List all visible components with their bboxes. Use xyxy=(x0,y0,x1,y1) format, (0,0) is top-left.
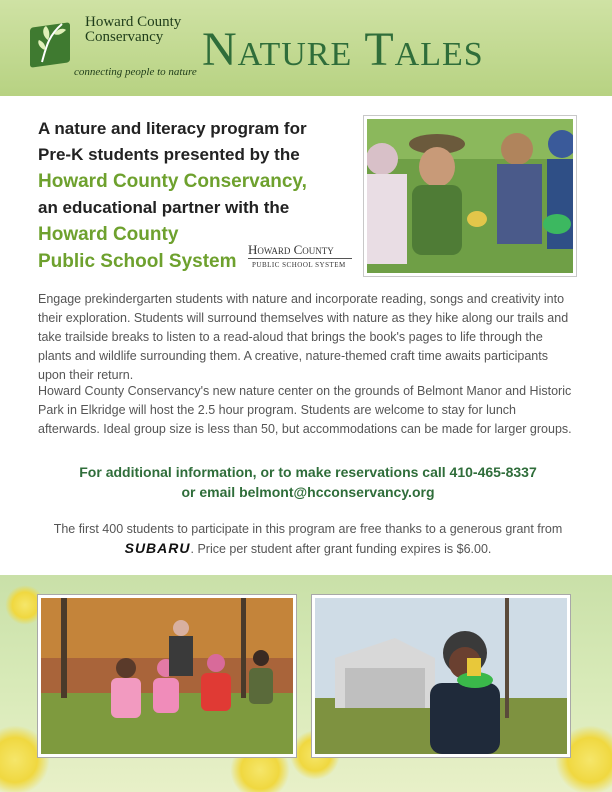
intro-line: Pre-K students presented by the xyxy=(38,145,300,164)
contact-callout xyxy=(38,462,578,502)
hcpss-logo-subtitle: PUBLIC SCHOOL SYSTEM xyxy=(252,261,346,269)
grant-notice xyxy=(38,520,578,559)
page-title: Nature Tales xyxy=(202,23,484,76)
intro-highlight: Public School System xyxy=(38,251,237,272)
leaf-icon xyxy=(36,18,68,66)
header-banner xyxy=(0,0,612,96)
photo-child-with-bug-jar xyxy=(312,595,570,757)
grant-price-line xyxy=(38,539,578,559)
photo-teacher-with-students xyxy=(364,116,576,276)
grant-line: The first 400 students to participate in this program are free thanks to a generous grant from xyxy=(53,522,563,536)
price-text: . Price per student after grant funding expires is $6.00. xyxy=(190,542,492,556)
location-paragraph: Howard County Conservancy's new nature center on the grounds of Belmont Manor and Historic Park in Elkridge will host the 2.5 hour program. Students are welcome to stay for lunch afterwards. Ideal group size is less than 50, but accommodations can be made for larger groups. xyxy=(38,384,572,436)
intro-highlight: Howard County xyxy=(38,224,179,245)
hcpss-logo-rule xyxy=(248,258,352,259)
org-tagline: connecting people to nature xyxy=(74,66,197,78)
hcpss-logo-title: Howard County xyxy=(248,242,334,257)
org-name: Howard County Conservancy xyxy=(85,14,182,45)
intro-line: an educational partner with the xyxy=(38,198,290,217)
intro-line: A nature and literacy program for xyxy=(38,119,307,138)
contact-email-line: or email belmont@hcconservancy.org xyxy=(181,484,435,500)
contact-phone-line: For additional information, or to make reservations call 410-465-8337 xyxy=(79,464,537,480)
intro-highlight: Howard County Conservancy, xyxy=(38,171,307,192)
photo-children-running xyxy=(38,595,296,757)
description-paragraph: Engage prekindergarten students with nature and incorporate reading, songs and creativity into their exploration. Students will surround themselves with nature as they hike along our trails and take trailside breaks to listen to a read-aloud that brings the book's pages to life through the plants and wildlife surrounding them. A creative, nature-themed craft time awaits participants upon their return. xyxy=(38,292,569,382)
subaru-logo: SUBARU xyxy=(124,540,191,556)
